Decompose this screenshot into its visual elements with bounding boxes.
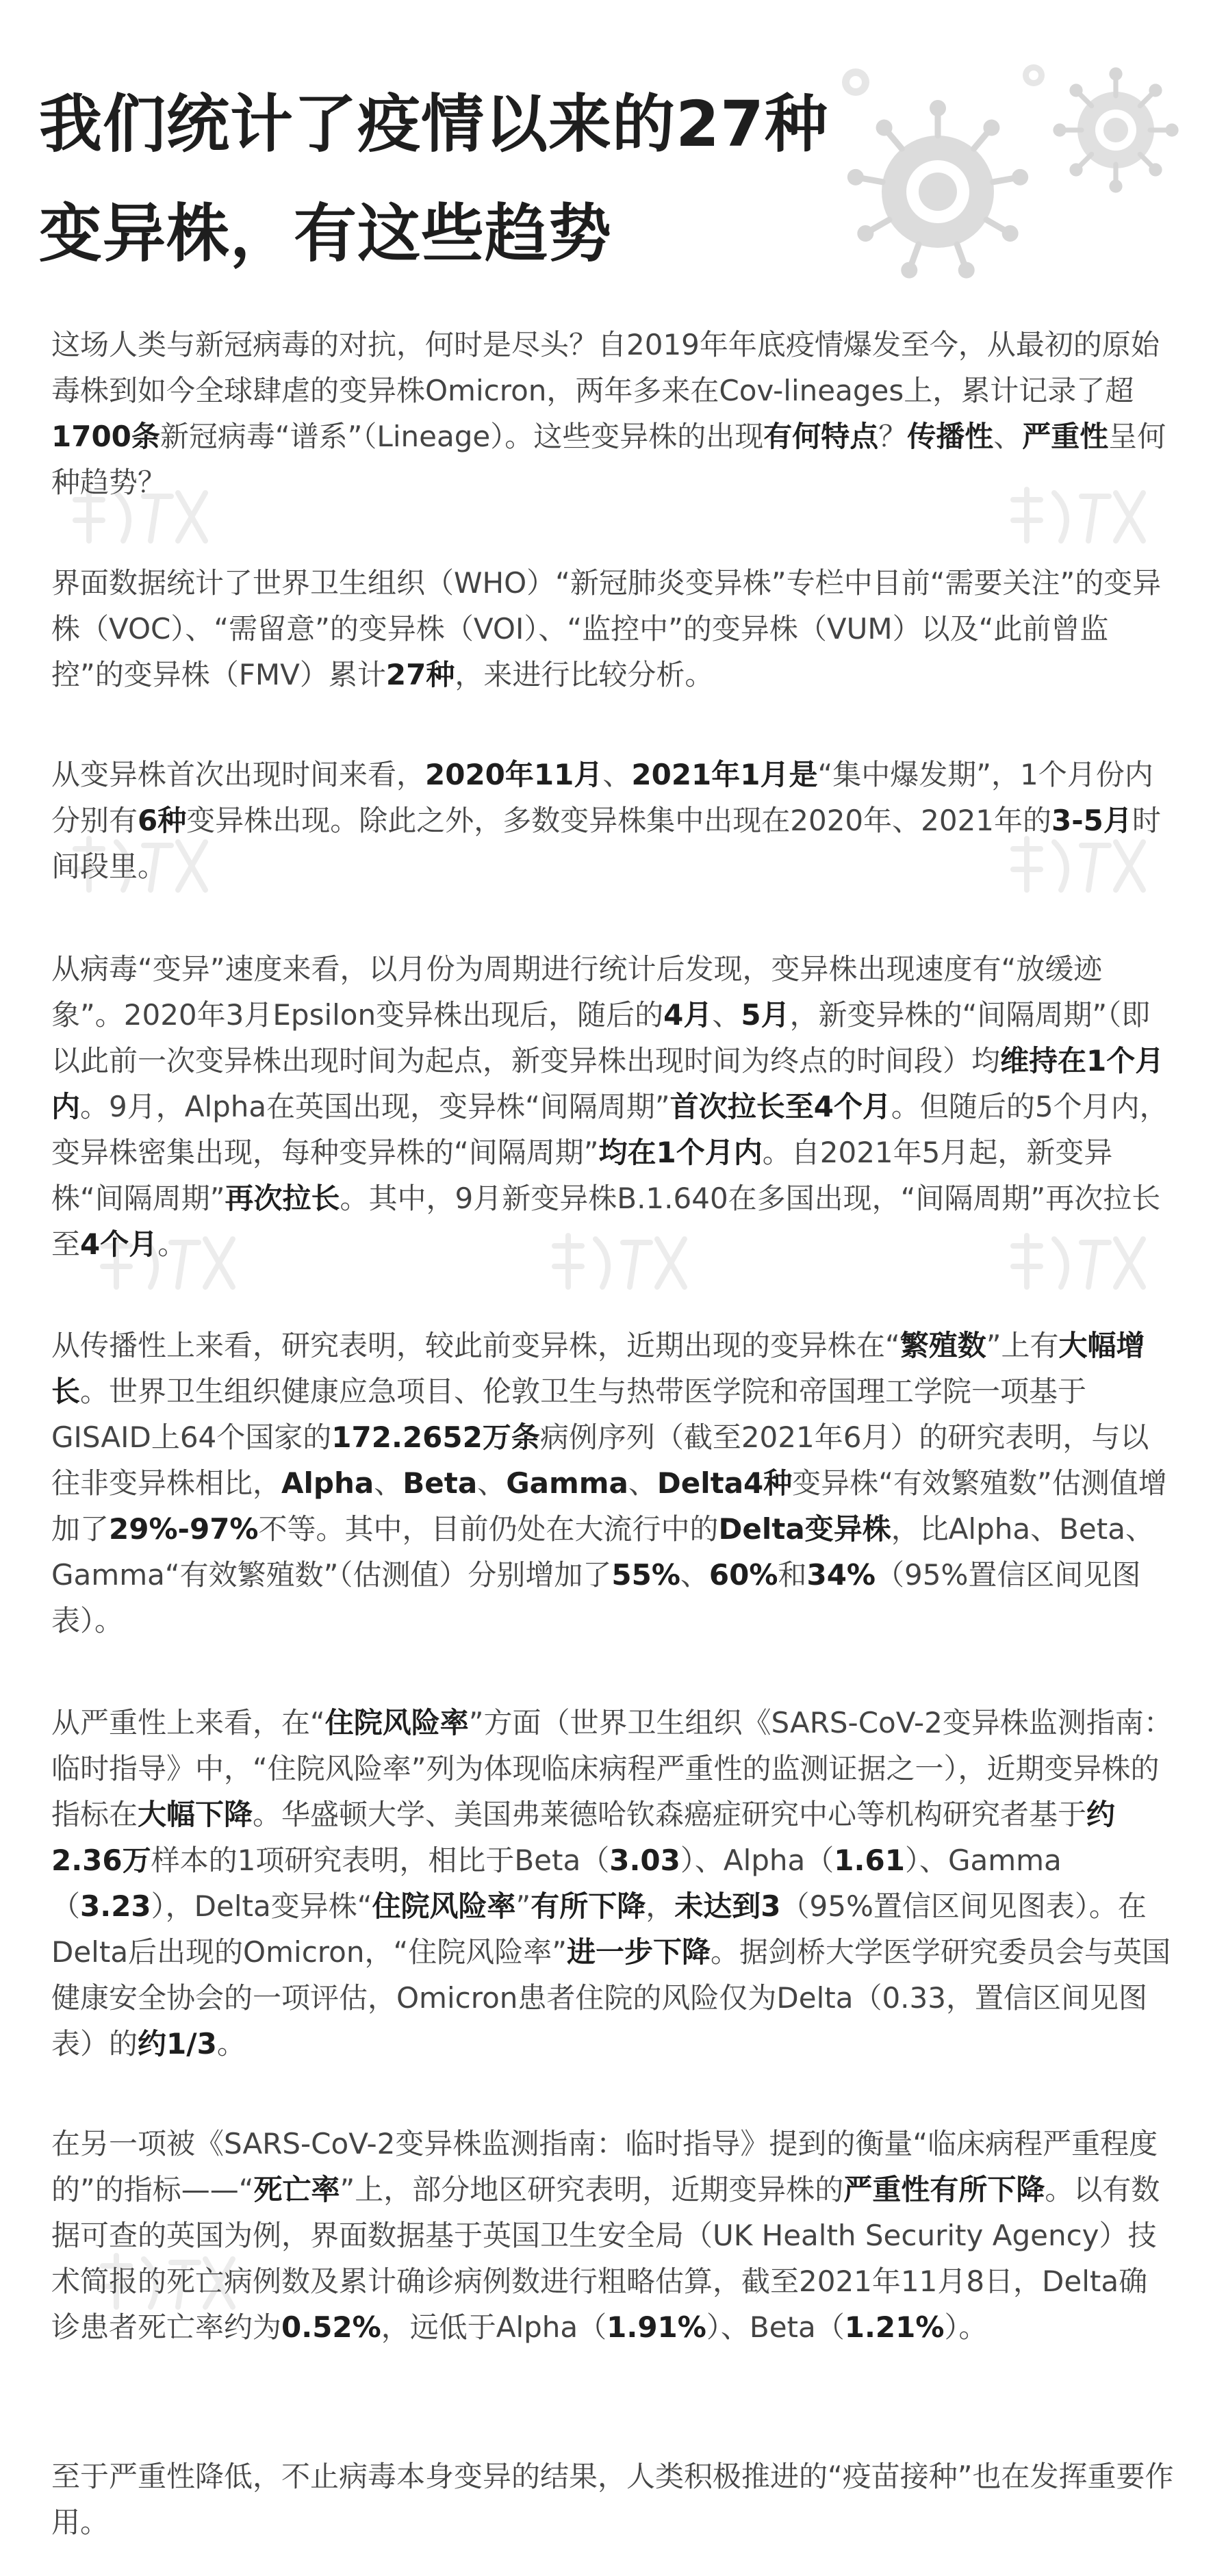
- body-text: 变异株出现。除此之外，多数变异株集中出现在2020年、2021年的: [186, 804, 1052, 837]
- bold-text: 172.2652万条: [331, 1420, 540, 1454]
- bold-text: 1.61: [834, 1844, 905, 1877]
- body-text: ）、Beta（: [706, 2310, 845, 2344]
- body-text: ？: [878, 420, 908, 453]
- body-text: 不等。其中，目前仍处在大流行中的: [258, 1512, 719, 1546]
- bold-text: 住院风险率: [324, 1706, 469, 1739]
- bold-text: 住院风险率: [372, 1889, 516, 1923]
- bold-text: 1.91%: [606, 2310, 706, 2344]
- body-text: 在另一项被《SARS-CoV-2变异株监测指南：临时指导》提到的衡量“临床病程严重程度的”的指标——“: [51, 2127, 1158, 2206]
- body-text: 至于严重性降低，不止病毒本身变异的结果，人类积极推进的“疫苗接种”也在发挥重要作用。: [51, 2460, 1174, 2539]
- bold-text: 2020年11月: [425, 758, 603, 791]
- bold-text: 1700条: [51, 420, 160, 453]
- body-text: 。自2021年5月起，新变异株“间隔周期”: [51, 1136, 1113, 1215]
- body-text: ），Delta变异株“: [151, 1889, 372, 1923]
- body-text: ”上有: [986, 1329, 1059, 1362]
- bold-text: 进一步下降: [566, 1935, 711, 1969]
- bold-text: 大幅增长: [51, 1329, 1145, 1408]
- body-text: ，来进行比较分析。: [455, 658, 714, 691]
- body-text: 从病毒“变异”速度来看，以月份为周期进行统计后发现，变异株出现速度有“放缓迹象”。2020年3月Epsilon变异株出现后，随后的: [51, 952, 1103, 1032]
- body-text: 。: [157, 1227, 187, 1261]
- paragraph-intro: [51, 322, 1174, 505]
- bold-text: 34%: [806, 1558, 876, 1592]
- body-text: ”: [515, 1889, 531, 1923]
- body-text: 这场人类与新冠病毒的对抗，何时是尽头？自2019年年底疫情爆发至今，从最初的原始毒株到如今全球肆虐的变异株Omicron，两年多来在Cov-lineages上，累计记录了超: [51, 328, 1160, 407]
- body-text: ”上，部分地区研究表明，近期变异株的: [340, 2173, 844, 2206]
- bold-text: 大幅下降: [138, 1798, 253, 1831]
- bold-text: 有所下降: [531, 1889, 646, 1923]
- bold-text: 未达到3: [674, 1889, 781, 1923]
- bold-text: Alpha: [281, 1466, 374, 1500]
- body-text: ）、Gamma（: [51, 1844, 1062, 1923]
- body-text: 和: [778, 1558, 807, 1592]
- bold-text: 2021年1月是: [631, 758, 818, 791]
- body-text: 。其中，9月新变异株B.1.640在多国出现，“间隔周期”再次拉长至: [51, 1182, 1161, 1261]
- body-text: 、: [993, 420, 1023, 453]
- body-text: 从变异株首次出现时间来看，: [51, 758, 426, 791]
- body-text: 。: [216, 2027, 246, 2061]
- body-text: 呈何种趋势？: [51, 420, 1166, 499]
- bold-text: 6种: [138, 804, 187, 837]
- bold-text: 5月: [741, 998, 790, 1032]
- paragraph-mutation-speed: [51, 946, 1174, 1267]
- body-text: 。据剑桥大学医学研究委员会与英国健康安全协会的一项评估，Omicron患者住院的风险仅为Delta（0.33，置信区间见图表）的: [51, 1935, 1171, 2061]
- bold-text: 首次拉长至4个月: [669, 1090, 891, 1123]
- body-text: 样本的1项研究表明，相比于Beta（: [151, 1844, 610, 1877]
- body-text: 、: [477, 1466, 507, 1500]
- body-text: 、: [680, 1558, 709, 1592]
- body-text: 时间段里。: [51, 804, 1161, 883]
- bold-text: 严重性有所下降: [843, 2173, 1045, 2206]
- bold-text: 传播性: [907, 420, 994, 453]
- body-text: 。但随后的5个月内，变异株密集出现，每种变异株的“间隔周期”: [51, 1090, 1169, 1169]
- body-text: ”方面（世界卫生组织《SARS-CoV-2变异株监测指南：临时指导》中，“住院风险率”列为体现临床病程严重性的监测证据之一），近期变异株的指标在: [51, 1706, 1173, 1831]
- bold-text: 严重性: [1022, 420, 1109, 453]
- bold-text: 有何特点: [763, 420, 879, 453]
- bold-text: 约1/3: [138, 2027, 217, 2061]
- body-text: ，远低于Alpha（: [381, 2310, 607, 2344]
- body-text: 、: [374, 1466, 403, 1500]
- paragraph-severity-mortality: [51, 2121, 1174, 2350]
- virus-icon: [808, 48, 1191, 308]
- body-text: 、: [602, 758, 632, 791]
- body-text: ，新变异株的“间隔周期”（即以此前一次变异株出现时间为起点，新变异株出现时间为终点的时间段）均: [51, 998, 1151, 1077]
- body-text: 从严重性上来看，在“: [51, 1706, 325, 1739]
- bold-text: 4月: [663, 998, 713, 1032]
- body-text: 新冠病毒“谱系”（Lineage）。这些变异株的出现: [159, 420, 764, 453]
- bold-text: 60%: [708, 1558, 778, 1592]
- body-text: 。世界卫生组织健康应急项目、伦敦卫生与热带医学院和帝国理工学院一项基于GISAID上64个国家的: [51, 1375, 1087, 1454]
- body-text: 变异株“有效繁殖数”估测值增加了: [51, 1466, 1167, 1546]
- body-text: “集中爆发期”，1个月份内分别有: [51, 758, 1153, 837]
- body-text: ，比Alpha、Beta、Gamma“有效繁殖数”（估测值）分别增加了: [51, 1512, 1154, 1592]
- body-text: ）、Alpha（: [680, 1844, 834, 1877]
- bold-text: Beta: [403, 1466, 478, 1500]
- bold-text: 均在1个月内: [598, 1136, 763, 1169]
- bold-text: 29%-97%: [109, 1512, 259, 1546]
- bold-text: 维持在1个月内: [51, 1044, 1164, 1123]
- body-text: 、: [628, 1466, 657, 1500]
- bold-text: 55%: [611, 1558, 680, 1592]
- bold-text: 1.21%: [844, 2310, 945, 2344]
- paragraph-transmissibility: [51, 1323, 1174, 1644]
- bold-text: 3-5月: [1051, 804, 1132, 837]
- bold-text: 繁殖数: [899, 1329, 986, 1362]
- body-text: 、: [712, 998, 741, 1032]
- bold-text: 27种: [385, 658, 455, 691]
- bold-text: 死亡率: [253, 2173, 340, 2206]
- body-text: （95%置信区间见图表）。在Delta后出现的Omicron，“住院风险率”: [51, 1889, 1147, 1969]
- bold-text: Delta变异株: [718, 1512, 891, 1546]
- bold-text: 再次拉长: [225, 1182, 340, 1215]
- bold-text: Delta4种: [656, 1466, 793, 1500]
- bold-text: 约2.36万: [51, 1798, 1116, 1877]
- body-text: ，: [646, 1889, 675, 1923]
- body-text: 从传播性上来看，研究表明，较此前变异株，近期出现的变异株在“: [51, 1329, 900, 1362]
- body-text: 。9月，Alpha在英国出现，变异株“间隔周期”: [80, 1090, 670, 1123]
- paragraph-first-appearance: [51, 752, 1174, 889]
- paragraph-severity-hospitalization: [51, 1700, 1174, 2067]
- page-title-line-1: 我们统计了疫情以来的27种: [39, 88, 829, 161]
- bold-text: 3.03: [609, 1844, 680, 1877]
- paragraph-vaccination: [51, 2453, 1174, 2545]
- paragraph-data-source: [51, 560, 1174, 698]
- page-title-line-2: 变异株，有这些趋势: [39, 197, 613, 270]
- bold-text: 0.52%: [281, 2310, 381, 2344]
- body-text: 病例序列（截至2021年6月）的研究表明，与以往非变异株相比，: [51, 1420, 1149, 1500]
- bold-text: 4个月: [80, 1227, 158, 1261]
- body-text: ）。: [944, 2310, 988, 2344]
- bold-text: Gamma: [506, 1466, 628, 1500]
- body-text: 。以有数据可查的英国为例，界面数据基于英国卫生安全局（UK Health Security Agency）技术简报的死亡病例数及累计确诊病例数进行粗略估算，截至2021年11月8日，Delta确诊患者死亡率约为: [51, 2173, 1160, 2344]
- body-text: 。华盛顿大学、美国弗莱德哈钦森癌症研究中心等机构研究者基于: [253, 1798, 1087, 1831]
- bold-text: 3.23: [80, 1889, 151, 1923]
- body-text: 界面数据统计了世界卫生组织（WHO）“新冠肺炎变异株”专栏中目前“需要关注”的变异株（VOC）、“需留意”的变异株（VOI）、“监控中”的变异株（VUM）以及“此前曾监控”的变异株（FMV）累计: [51, 566, 1162, 691]
- body-text: （95%置信区间见图表）。: [51, 1558, 1141, 1637]
